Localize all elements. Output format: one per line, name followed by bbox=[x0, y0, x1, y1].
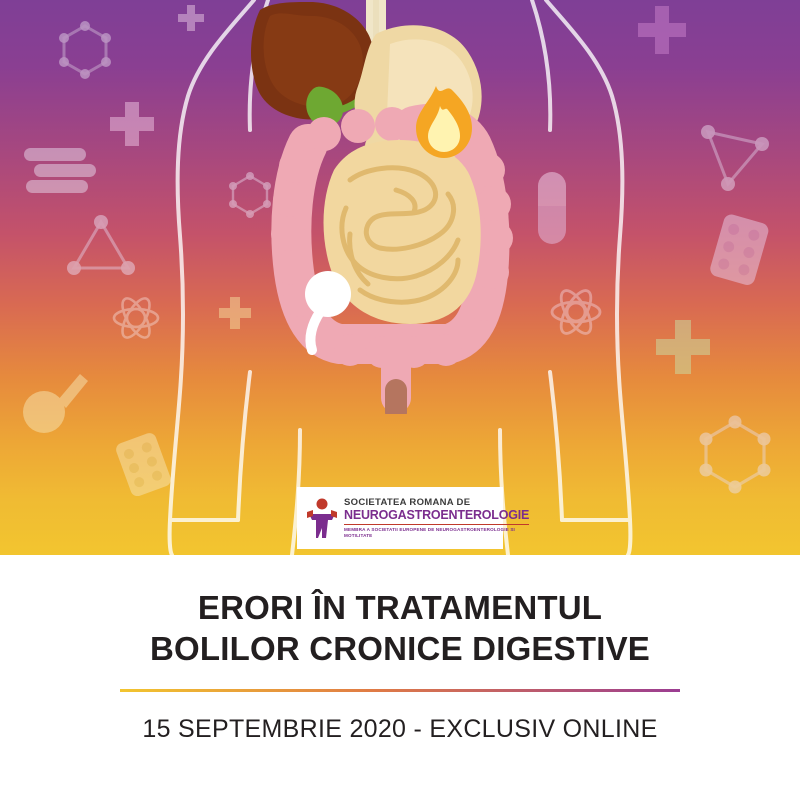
digestive-system-illustration bbox=[200, 0, 600, 414]
title-line-2: BOLILOR CRONICE DIGESTIVE bbox=[149, 630, 651, 667]
logo-line-1: SOCIETATEA ROMANA DE bbox=[344, 497, 471, 508]
gradient-divider bbox=[120, 689, 680, 692]
organization-logo bbox=[297, 487, 530, 549]
person-figure-logo-mark bbox=[305, 496, 339, 540]
logo-line-2: NEUROGASTROENTEROLOGIE bbox=[344, 508, 530, 522]
logo-line-3: MEMBRA A SOCIETATII EUROPENE DE NEUROGASTROENTEROLOGIE SI MOTILITATE bbox=[344, 527, 515, 538]
logo-divider bbox=[344, 524, 529, 525]
poster-text-block bbox=[0, 555, 800, 800]
title-line-1: ERORI ÎN TRATAMENTUL bbox=[197, 589, 603, 626]
page-title bbox=[0, 587, 800, 669]
event-date-subtitle: 15 SEPTEMBRIE 2020 - EXCLUSIV ONLINE bbox=[142, 715, 658, 743]
